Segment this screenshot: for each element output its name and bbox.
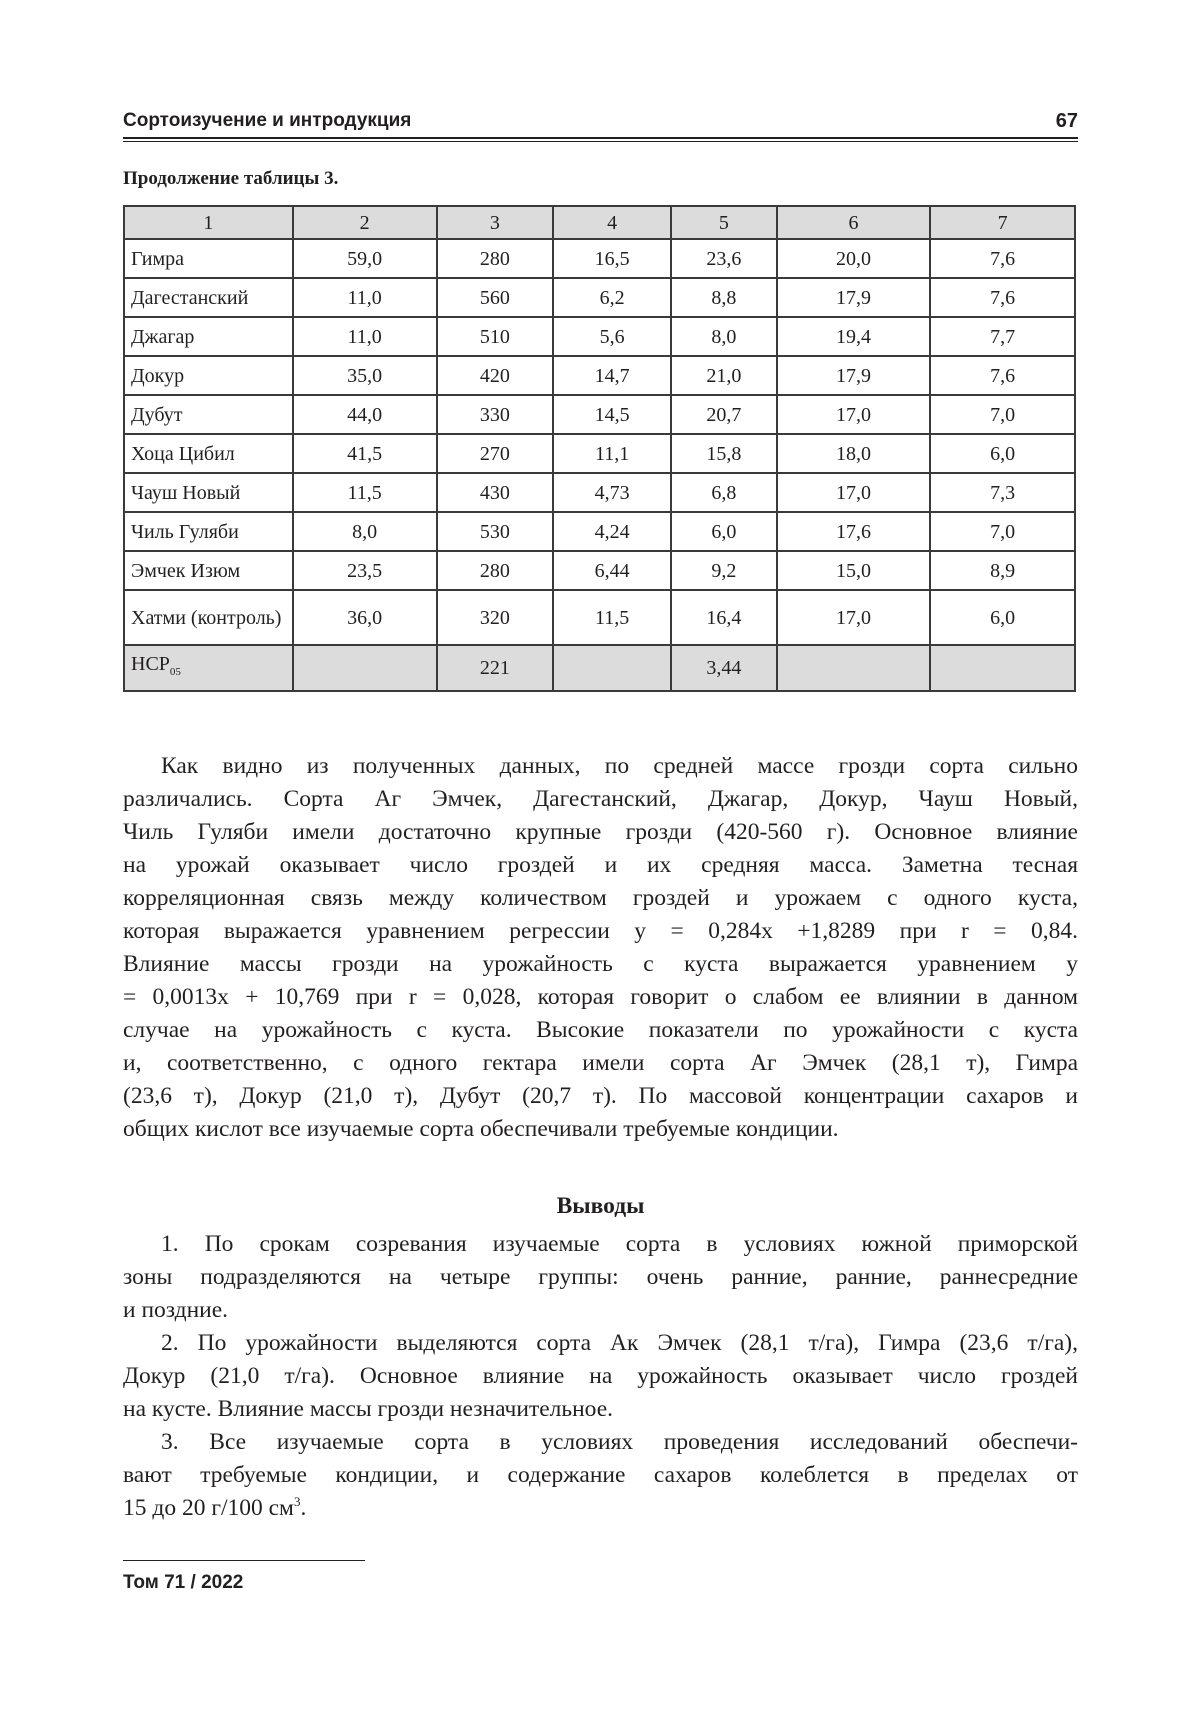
body-paragraph [123, 750, 1078, 1146]
value-cell: 320 [437, 590, 554, 645]
value-cell: 23,6 [671, 239, 777, 278]
variety-name-cell: Хоца Цибил [124, 434, 293, 473]
table-row [124, 278, 1075, 317]
conclusions-heading: Выводы [556, 1193, 645, 1219]
value-cell: 7,7 [930, 317, 1075, 356]
conclusion-line: и поздние. [123, 1297, 229, 1323]
value-cell: 21,0 [671, 356, 777, 395]
value-cell: 9,2 [671, 551, 777, 590]
value-cell: 11,1 [553, 434, 671, 473]
nsr-value-cell [293, 645, 437, 691]
paragraph-line: на урожай оказывает число гроздей и их средняя масса. Заметна тесная [123, 852, 1078, 878]
conclusion-line: на кусте. Влияние массы грозди незначительное. [123, 1396, 614, 1422]
value-cell: 7,6 [930, 239, 1075, 278]
table-row [124, 551, 1075, 590]
value-cell: 17,0 [777, 473, 931, 512]
paragraph-line: = 0,0013x + 10,769 при r = 0,028, которая говорит о слабом ее влиянии в данном [123, 984, 1078, 1010]
value-cell: 59,0 [293, 239, 437, 278]
value-cell: 23,5 [293, 551, 437, 590]
conclusion-line: 3. Все изучаемые сорта в условиях проведения исследований обеспечи- [161, 1429, 1078, 1455]
value-cell: 17,0 [777, 590, 931, 645]
value-cell: 7,6 [930, 278, 1075, 317]
value-cell: 17,9 [777, 278, 931, 317]
data-table [123, 205, 1076, 692]
variety-name-cell: Джагар [124, 317, 293, 356]
nsr-value-cell: 3,44 [671, 645, 777, 691]
conclusion-line: Докур (21,0 т/га). Основное влияние на урожайность оказывает число гроздей [123, 1363, 1078, 1389]
paragraph-line: различались. Сорта Аг Эмчек, Дагестанский, Джагар, Докур, Чауш Новый, [123, 786, 1078, 812]
column-number-cell: 1 [124, 206, 293, 239]
value-cell: 6,8 [671, 473, 777, 512]
paragraph-line: которая выражается уравнением регрессии y = 0,284x +1,8289 при r = 0,84. [123, 918, 1078, 944]
value-cell: 8,9 [930, 551, 1075, 590]
column-number-cell: 3 [437, 206, 554, 239]
paragraph-line: общих кислот все изучаемые сорта обеспечивали требуемые кондиции. [123, 1116, 839, 1142]
value-cell: 8,8 [671, 278, 777, 317]
value-cell: 8,0 [293, 512, 437, 551]
variety-name-cell: Чауш Новый [124, 473, 293, 512]
value-cell: 19,4 [777, 317, 931, 356]
value-cell: 17,9 [777, 356, 931, 395]
table-row [124, 512, 1075, 551]
value-cell: 6,44 [553, 551, 671, 590]
header-rule-thick [123, 137, 1078, 139]
value-cell: 20,7 [671, 395, 777, 434]
column-number-cell: 7 [930, 206, 1075, 239]
final-period: . [300, 1495, 307, 1521]
value-cell: 280 [437, 239, 554, 278]
paragraph-line: и, соответственно, с одного гектара имели сорта Аг Эмчек (28,1 т), Гимра [123, 1050, 1078, 1076]
value-cell: 41,5 [293, 434, 437, 473]
value-cell: 4,24 [553, 512, 671, 551]
table-row [124, 473, 1075, 512]
conclusion-line: 15 до 20 г/100 $см^3$. [123, 1494, 307, 1521]
column-number-cell: 5 [671, 206, 777, 239]
value-cell: 17,0 [777, 395, 931, 434]
paragraph-line: Влияние массы грозди на урожайность с куста выражается уравнением y [123, 951, 1078, 977]
variety-name-cell: Эмчек Изюм [124, 551, 293, 590]
nsr-value-cell [777, 645, 931, 691]
value-cell: 18,0 [777, 434, 931, 473]
value-cell: 11,0 [293, 317, 437, 356]
value-cell: 14,5 [553, 395, 671, 434]
value-cell: 510 [437, 317, 554, 356]
variety-name-cell: Гимра [124, 239, 293, 278]
value-cell: 430 [437, 473, 554, 512]
table-row [124, 395, 1075, 434]
value-cell: 17,6 [777, 512, 931, 551]
table-row [124, 317, 1075, 356]
conclusion-line: 1. По срокам созревания изучаемые сорта в условиях южной приморской [161, 1231, 1078, 1257]
variety-name-cell: Докур [124, 356, 293, 395]
value-cell: 14,7 [553, 356, 671, 395]
variety-name-cell: Дагестанский [124, 278, 293, 317]
table-caption: Продолжение таблицы 3. [123, 168, 339, 189]
paragraph-line: Как видно из полученных данных, по средней массе грозди сорта сильно [161, 753, 1078, 779]
value-cell: 530 [437, 512, 554, 551]
value-cell: 11,5 [553, 590, 671, 645]
value-cell: 11,0 [293, 278, 437, 317]
conclusion-line: вают требуемые кондиции, и содержание сахаров колеблется в пределах от [123, 1462, 1078, 1488]
value-cell: 15,8 [671, 434, 777, 473]
nsr-label: НСР [131, 653, 170, 675]
conclusion-line: 2. По урожайности выделяются сорта Ак Эмчек (28,1 т/га), Гимра (23,6 т/га), [161, 1330, 1078, 1356]
table-row [124, 356, 1075, 395]
variety-name-cell: Хатми (контроль) [124, 590, 293, 645]
column-number-cell: 2 [293, 206, 437, 239]
section-title: Сортоизучение и интродукция [123, 110, 412, 131]
nsr-subscript: 05 [169, 666, 181, 678]
table-header-row [124, 206, 1075, 239]
value-cell: 420 [437, 356, 554, 395]
paragraph-line: Чиль Гуляби имели достаточно крупные грозди (420-560 г). Основное влияние [123, 819, 1078, 845]
footer-rule [123, 1560, 365, 1561]
paragraph-line: корреляционная связь между количеством гроздей и урожаем с одного куста, [123, 885, 1078, 911]
nsr-value-cell [553, 645, 671, 691]
value-cell: 15,0 [777, 551, 931, 590]
value-cell: 6,0 [930, 434, 1075, 473]
nsr-value-cell: 221 [437, 645, 554, 691]
value-cell: 4,73 [553, 473, 671, 512]
value-cell: 7,6 [930, 356, 1075, 395]
value-cell: 11,5 [293, 473, 437, 512]
value-cell: 36,0 [293, 590, 437, 645]
value-cell: 7,0 [930, 395, 1075, 434]
nsr-label-cell [124, 645, 293, 691]
value-cell: 7,0 [930, 512, 1075, 551]
variety-name-cell: Дубут [124, 395, 293, 434]
header-rule-thin [123, 141, 1078, 142]
running-header [123, 110, 1078, 134]
table-footer-row [124, 645, 1075, 691]
paragraph-line: случае на урожайность с куста. Высокие показатели по урожайности с куста [123, 1017, 1078, 1043]
value-cell: 35,0 [293, 356, 437, 395]
value-cell: 6,2 [553, 278, 671, 317]
conclusions-list [123, 1228, 1078, 1525]
table-row [124, 434, 1075, 473]
value-cell: 8,0 [671, 317, 777, 356]
nsr-value-cell [930, 645, 1075, 691]
variety-name-cell: Чиль Гуляби [124, 512, 293, 551]
table-row [124, 239, 1075, 278]
value-cell: 6,0 [930, 590, 1075, 645]
value-cell: 280 [437, 551, 554, 590]
value-cell: 7,3 [930, 473, 1075, 512]
table-row [124, 590, 1075, 645]
value-cell: 16,5 [553, 239, 671, 278]
page-number: 67 [1055, 110, 1078, 132]
value-cell: 20,0 [777, 239, 931, 278]
value-cell: 560 [437, 278, 554, 317]
value-cell: 5,6 [553, 317, 671, 356]
conclusion-line: зоны подразделяются на четыре группы: очень ранние, ранние, раннесредние [123, 1264, 1078, 1290]
value-cell: 270 [437, 434, 554, 473]
column-number-cell: 4 [553, 206, 671, 239]
value-cell: 16,4 [671, 590, 777, 645]
column-number-cell: 6 [777, 206, 931, 239]
footer-volume: Том 71 / 2022 [123, 1572, 244, 1593]
value-cell: 44,0 [293, 395, 437, 434]
value-cell: 330 [437, 395, 554, 434]
superscript: 3 [293, 1494, 301, 1510]
paragraph-line: (23,6 т), Докур (21,0 т), Дубут (20,7 т). По массовой концентрации сахаров и [123, 1083, 1078, 1109]
value-cell: 6,0 [671, 512, 777, 551]
